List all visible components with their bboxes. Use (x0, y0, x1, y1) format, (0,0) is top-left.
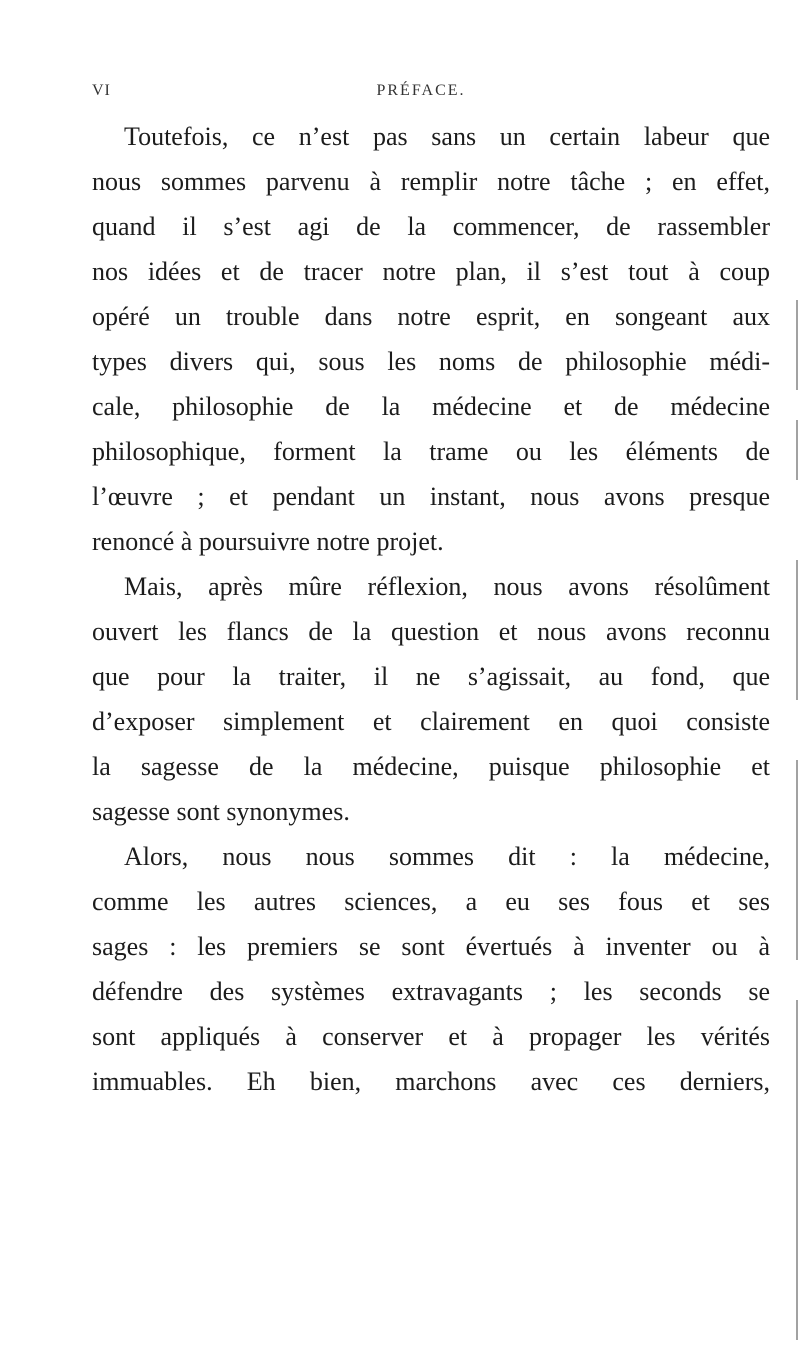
scan-edge-mark (796, 760, 798, 960)
text-line: défendre des systèmes extravagants ; les seconds se (92, 977, 770, 1006)
text-line: renoncé à poursuivre notre projet. (92, 527, 444, 556)
scan-edge-mark (796, 300, 798, 390)
text-line: l’œuvre ; et pendant un instant, nous avons presque (92, 482, 770, 511)
text-line: nos idées et de tracer notre plan, il s’est tout à coup (92, 257, 770, 286)
text-line: que pour la traiter, il ne s’agissait, au fond, que (92, 662, 770, 691)
text-line: sages : les premiers se sont évertués à inventer ou à (92, 932, 770, 961)
text-line: cale, philosophie de la médecine et de médecine (92, 392, 770, 421)
text-line: comme les autres sciences, a eu ses fous et ses (92, 887, 770, 916)
text-line: immuables. Eh bien, marchons avec ces derniers, (92, 1067, 770, 1096)
text-line: ouvert les flancs de la question et nous avons reconnu (92, 617, 770, 646)
text-line: quand il s’est agi de la commencer, de rassembler (92, 212, 770, 241)
page-number: VI (92, 82, 111, 99)
scan-edge-mark (796, 420, 798, 480)
text-line: nous sommes parvenu à remplir notre tâche ; en effet, (92, 167, 770, 196)
body-text (92, 114, 770, 1104)
scan-edge-mark (796, 1000, 798, 1340)
scan-edge-mark (796, 560, 798, 700)
text-line: types divers qui, sous les noms de philosophie médi- (92, 347, 770, 376)
text-line: Alors, nous nous sommes dit : la médecine, (124, 842, 770, 871)
text-line: Mais, après mûre réflexion, nous avons résolûment (124, 572, 770, 601)
running-title: PRÉFACE. (376, 82, 466, 99)
text-line: philosophique, forment la trame ou les éléments de (92, 437, 770, 466)
running-head (92, 82, 750, 106)
text-line: la sagesse de la médecine, puisque philosophie et (92, 752, 770, 781)
text-line: opéré un trouble dans notre esprit, en songeant aux (92, 302, 770, 331)
text-line: sont appliqués à conserver et à propager les vérités (92, 1022, 770, 1051)
text-line: d’exposer simplement et clairement en quoi consiste (92, 707, 770, 736)
text-line: Toutefois, ce n’est pas sans un certain labeur que (124, 122, 770, 151)
text-line: sagesse sont synonymes. (92, 797, 350, 826)
